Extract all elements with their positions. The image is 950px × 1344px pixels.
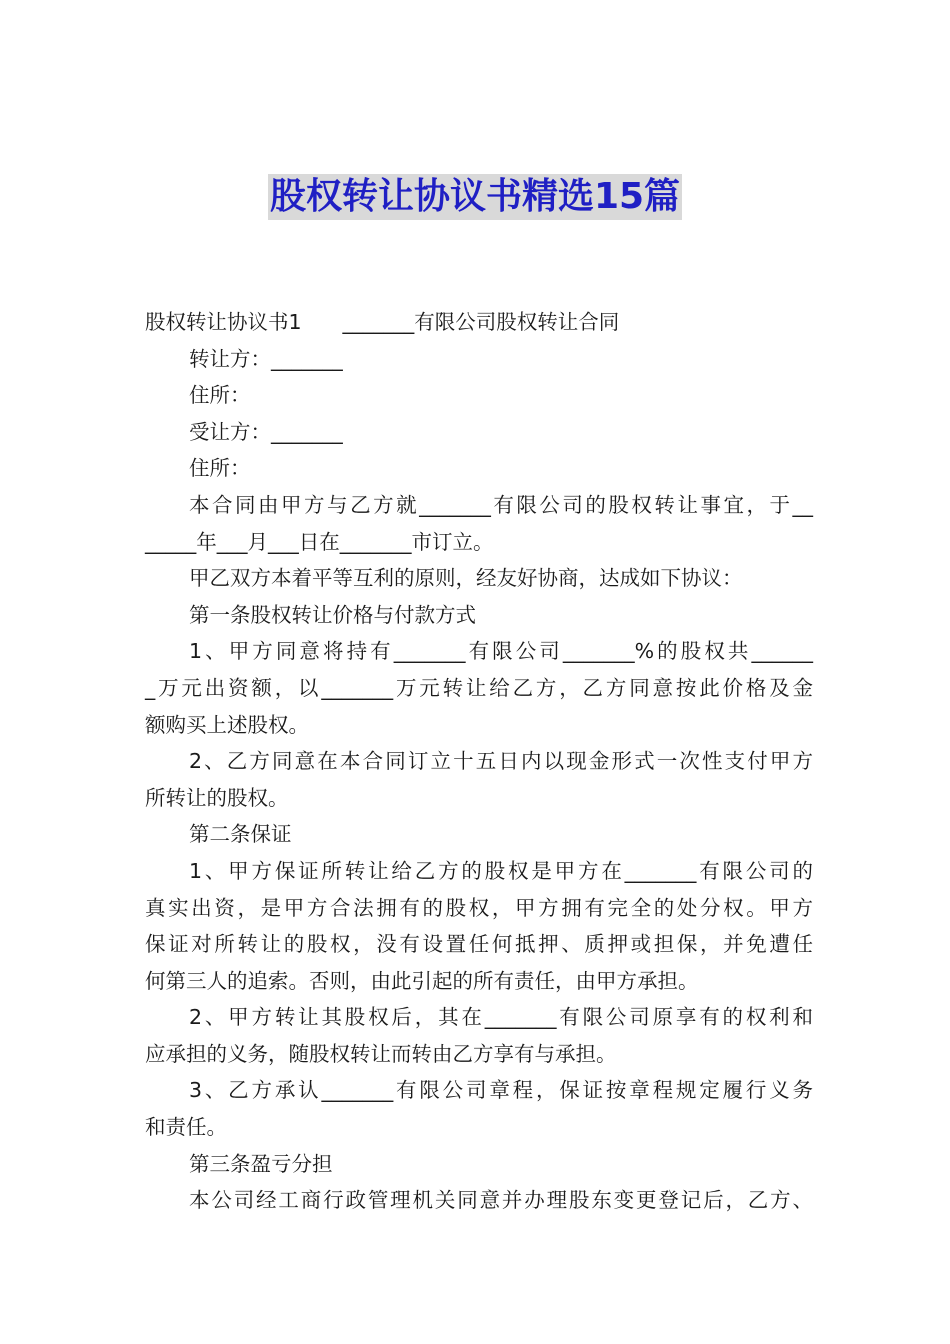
document-title: 股权转让协议书精选15篇 <box>268 174 682 220</box>
text-line: 真实出资，是甲方合法拥有的股权，甲方拥有完全的处分权。甲方 <box>145 895 813 920</box>
text-line: _万元出资额，以_______万元转让给乙方，乙方同意按此价格及金 <box>145 675 813 700</box>
text-line: 和责任。 <box>145 1115 227 1140</box>
text-line: 2、甲方转让其股权后，其在_______有限公司原享有的权利和 <box>189 1005 813 1030</box>
text-line: 3、乙方承认_______有限公司章程，保证按章程规定履行义务 <box>189 1078 813 1103</box>
text-line: 住所： <box>189 456 251 481</box>
text-line: 受让方：_______ <box>189 419 343 444</box>
text-line: 本公司经工商行政管理机关同意并办理股东变更登记后，乙方、 <box>189 1188 813 1213</box>
text-line: 本合同由甲方与乙方就_______有限公司的股权转让事宜，于__ <box>189 492 813 517</box>
text-line: 何第三人的追索。否则，由此引起的所有责任，由甲方承担。 <box>145 968 699 993</box>
text-line: 第一条股权转让价格与付款方式 <box>189 602 476 627</box>
document-body <box>145 304 813 1219</box>
text-line: 第三条盈亏分担 <box>189 1151 333 1176</box>
text-line: 2、乙方同意在本合同订立十五日内以现金形式一次性支付甲方 <box>189 749 813 774</box>
text-line: 所转让的股权。 <box>145 785 289 810</box>
text-line: 转让方：_______ <box>189 346 343 371</box>
text-line: 住所： <box>189 383 251 408</box>
text-line: 1、甲方同意将持有_______有限公司_______%的股权共______ <box>189 639 813 664</box>
text-line: 甲乙双方本着平等互利的原则，经友好协商，达成如下协议： <box>189 566 743 591</box>
title-wrap <box>0 174 950 220</box>
text-line: _____年___月___日在_______市订立。 <box>145 529 494 554</box>
text-line: 1、甲方保证所转让给乙方的股权是甲方在_______有限公司的 <box>189 858 813 883</box>
text-line: 应承担的义务，随股权转让而转由乙方享有与承担。 <box>145 1041 617 1066</box>
text-line: 保证对所转让的股权，没有设置任何抵押、质押或担保，并免遭任 <box>145 932 813 957</box>
text-line: 股权转让协议书1 _______有限公司股权转让合同 <box>145 310 620 334</box>
text-line: 第二条保证 <box>189 822 292 847</box>
text-line: 额购买上述股权。 <box>145 712 309 737</box>
